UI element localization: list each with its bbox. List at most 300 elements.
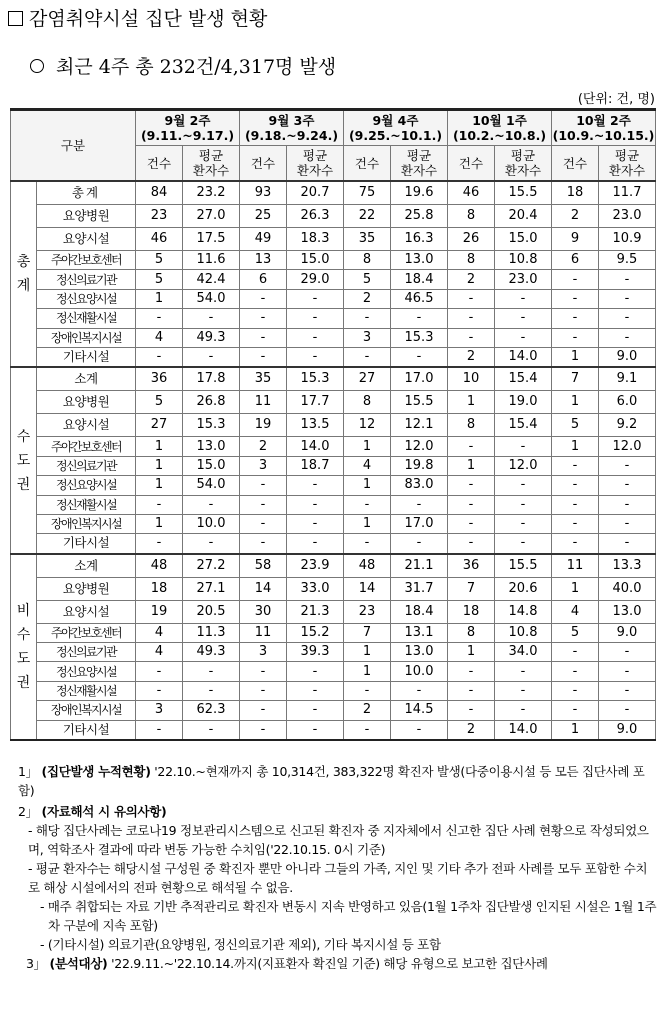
avg-patients-cell: 31.7 [391,577,448,600]
avg-patients-cell: 26.8 [183,391,240,414]
table-row [11,662,656,681]
week-label: 9월 3주 [268,113,315,128]
region-label-char: 도 [16,452,31,469]
count-cell: 1 [136,289,183,308]
count-cell: 1 [136,437,183,456]
avg-patients-cell: 33.0 [287,577,344,600]
avg-patients-cell: 15.0 [183,456,240,475]
count-cell: - [552,495,599,514]
count-cell: 49 [240,228,287,251]
table-row [11,328,656,347]
avg-patients-cell: 13.1 [391,623,448,642]
facility-type-label: 요양병원 [37,391,136,414]
avg-patients-cell: 62.3 [183,701,240,720]
facility-type-label: 정신의료기관 [37,643,136,662]
count-cell: 30 [240,600,287,623]
avg-patients-cell: - [495,289,552,308]
week-header [448,110,552,146]
avg-patients-cell: - [599,309,656,328]
count-cell: - [552,456,599,475]
avg-patients-cell: - [287,720,344,740]
avg-patients-cell: 16.3 [391,228,448,251]
facility-type-label: 기타시설 [37,720,136,740]
avg-patients-cell: - [495,476,552,495]
avg-patients-cell: - [599,476,656,495]
avg-patients-cell: 9.5 [599,251,656,270]
avg-patients-cell: 18.4 [391,600,448,623]
count-cell: - [448,476,495,495]
avg-patients-cell: 12.1 [391,414,448,437]
count-cell: - [552,662,599,681]
week-range: (9.11.~9.17.) [140,128,235,143]
count-cell: 19 [136,600,183,623]
count-cell: - [240,534,287,554]
facility-type-label: 정신요양시설 [37,476,136,495]
avg-patients-cell: 23.0 [599,205,656,228]
facility-type-label: 장애인복지시설 [37,328,136,347]
table-row [11,600,656,623]
unit-label: (단위: 건, 명) [577,92,655,107]
avg-patients-cell: - [495,514,552,533]
avg-label: 평균 [198,148,224,163]
avg-patients-cell: 23.9 [287,554,344,578]
count-cell: - [448,495,495,514]
facility-type-label: 정신요양시설 [37,662,136,681]
count-cell: 14 [240,577,287,600]
region-group [11,367,656,553]
avg-patients-cell: 46.5 [391,289,448,308]
count-cell: - [448,701,495,720]
avg-patients-cell: - [391,720,448,740]
week-range: (9.25.~10.1.) [348,128,443,143]
table-row [11,309,656,328]
avg-patients-cell: 12.0 [495,456,552,475]
week-range: (10.9.~10.15.) [552,128,655,143]
table-row [11,577,656,600]
week-label: 9월 2주 [164,113,211,128]
avg-patients-cell: - [287,347,344,367]
count-cell: - [552,681,599,700]
facility-type-label: 요양시설 [37,414,136,437]
footnote-text: '22.10.~현재까지 총 10,314건, 383,322명 확진자 발생(다중이용시설 등 모든 집단사례 포함) [18,764,645,798]
week-header [136,110,240,146]
avg-patients-cell: 15.2 [287,623,344,642]
table-row [11,623,656,642]
count-header: 건수 [136,146,183,182]
count-cell: - [136,720,183,740]
avg-patients-cell: 12.0 [599,437,656,456]
footnote-2-bullet: - 해당 집단사례는 코로나19 정보관리시스템으로 신고된 확진자 중 지자체에서 신고한 집단 사례 현황으로 작성되었으며, 역학조사 결과에 따라 변동 가능한 수치임('22.10.15. 0시 기준) [28,823,649,857]
avg-patients-cell: 21.3 [287,600,344,623]
avg-patients-cell: 9.2 [599,414,656,437]
count-cell: 1 [552,720,599,740]
avg-patients-cell: 13.0 [183,437,240,456]
count-cell: 1 [448,391,495,414]
facility-type-label: 요양시설 [37,600,136,623]
count-cell: 2 [240,437,287,456]
avg-patients-cell: 10.8 [495,623,552,642]
count-cell: - [552,476,599,495]
avg-patients-cell: 20.7 [287,181,344,205]
week-header [344,110,448,146]
footnote-heading: (집단발생 누적현황) [41,764,151,779]
table-row [11,414,656,437]
avg-patients-cell: 15.4 [495,414,552,437]
count-cell: 10 [448,367,495,391]
region-label [11,554,37,740]
count-cell: - [136,681,183,700]
avg-patients-header [287,146,344,182]
avg-patients-cell: 23.2 [183,181,240,205]
count-cell: 6 [240,270,287,289]
count-cell: 14 [344,577,391,600]
avg-patients-cell: 83.0 [391,476,448,495]
count-cell: 3 [136,701,183,720]
cluster-outbreak-table [10,108,656,741]
avg-patients-cell: 19.8 [391,456,448,475]
table-row [11,251,656,270]
count-cell: 35 [344,228,391,251]
avg-patients-cell: 25.8 [391,205,448,228]
count-cell: 48 [136,554,183,578]
footnote-2 [18,802,658,821]
footnote-2-bullet: - 매주 취합되는 자료 기반 추적관리로 확진자 변동시 지속 반영하고 있음(1월 1주차 집단발생 인지된 시설은 1월 1주차 구분에 지속 포함) [40,899,657,933]
avg-patients-cell: 34.0 [495,643,552,662]
avg-patients-cell: - [599,270,656,289]
count-cell: 75 [344,181,391,205]
facility-type-label: 정신의료기관 [37,270,136,289]
count-cell: 9 [552,228,599,251]
table-row [11,514,656,533]
avg-patients-cell: - [287,681,344,700]
avg-patients-cell: - [287,289,344,308]
count-cell: 1 [552,437,599,456]
avg-label: 평균 [406,148,432,163]
count-cell: 18 [136,577,183,600]
count-cell: 3 [344,328,391,347]
table-row [11,681,656,700]
avg-patients-cell: - [495,328,552,347]
avg-patients-cell: 19.0 [495,391,552,414]
count-cell: - [240,720,287,740]
count-cell: - [448,662,495,681]
count-cell: - [448,681,495,700]
avg-patients-cell: - [183,495,240,514]
facility-type-label: 주야간보호센터 [37,251,136,270]
avg-patients-cell: 54.0 [183,476,240,495]
avg-patients-cell: - [495,437,552,456]
region-label-char: 계 [16,278,31,295]
patients-label: 환자수 [296,163,334,178]
count-cell: 2 [448,347,495,367]
count-cell: 5 [136,251,183,270]
facility-type-label: 장애인복지시설 [37,701,136,720]
avg-patients-cell: - [495,701,552,720]
count-cell: 46 [136,228,183,251]
avg-patients-header [495,146,552,182]
summary-text: 최근 4주 총 232건/4,317명 발생 [56,56,337,78]
avg-patients-cell: 11.6 [183,251,240,270]
count-cell: 2 [344,289,391,308]
avg-patients-cell: 18.7 [287,456,344,475]
count-cell: 35 [240,367,287,391]
avg-patients-cell: 14.0 [495,720,552,740]
week-label: 10월 2주 [576,113,631,128]
count-cell: 5 [552,414,599,437]
count-cell: - [448,437,495,456]
facility-type-label: 요양시설 [37,228,136,251]
avg-patients-cell: 15.0 [287,251,344,270]
avg-patients-header [391,146,448,182]
count-cell: 1 [448,456,495,475]
avg-patients-cell: 9.0 [599,347,656,367]
count-header: 건수 [240,146,287,182]
avg-label: 평균 [302,148,328,163]
summary-line [30,52,336,79]
avg-patients-cell: - [599,681,656,700]
count-cell: - [136,495,183,514]
facility-type-label: 주야간보호센터 [37,623,136,642]
count-cell: - [344,347,391,367]
region-label-char: 도 [16,650,31,667]
avg-patients-cell: - [183,681,240,700]
count-cell: 12 [344,414,391,437]
count-cell: 18 [552,181,599,205]
table-row [11,270,656,289]
count-cell: 2 [448,270,495,289]
count-cell: 11 [552,554,599,578]
avg-patients-cell: 27.0 [183,205,240,228]
avg-patients-cell: - [391,347,448,367]
count-cell: 1 [136,476,183,495]
avg-patients-header [183,146,240,182]
region-label [11,181,37,367]
count-cell: - [552,514,599,533]
avg-patients-cell: 40.0 [599,577,656,600]
avg-patients-cell: 17.0 [391,514,448,533]
facility-type-label: 정신재활시설 [37,309,136,328]
avg-patients-cell: 15.0 [495,228,552,251]
count-cell: 84 [136,181,183,205]
footnote-number: 3」 [26,956,46,971]
region-label-char: 수 [16,428,31,445]
count-cell: 27 [344,367,391,391]
footnote-number: 2」 [18,804,38,819]
avg-label: 평균 [614,148,640,163]
avg-patients-cell: - [599,662,656,681]
footnote-2-bullet: - 평균 환자수는 해당시설 구성원 중 확진자 뿐만 아니라 그들의 가족, 지인 및 기타 추가 전파 사례를 모두 포함한 수치로 해상 시설에서의 전파 현황으로 해석될 수 없음. [28,861,648,895]
avg-patients-cell: - [599,534,656,554]
avg-patients-cell: - [287,701,344,720]
region-label-char: 권 [16,674,31,691]
avg-patients-cell: 11.7 [599,181,656,205]
count-cell: 1 [448,643,495,662]
table-row [11,495,656,514]
facility-type-label: 요양병원 [37,205,136,228]
count-cell: - [136,662,183,681]
avg-patients-cell: 17.0 [391,367,448,391]
avg-patients-cell: - [599,514,656,533]
table-row [11,205,656,228]
facility-type-label: 정신의료기관 [37,456,136,475]
count-cell: 1 [344,437,391,456]
table-row [11,720,656,740]
region-label-char: 수 [16,626,31,643]
count-cell: 23 [344,600,391,623]
facility-type-label: 요양병원 [37,577,136,600]
avg-patients-cell: 14.0 [495,347,552,367]
avg-patients-cell: 27.1 [183,577,240,600]
header-row-weeks [11,110,656,146]
table-row [11,534,656,554]
avg-patients-cell: 9.1 [599,367,656,391]
count-cell: 6 [552,251,599,270]
avg-patients-cell: 21.1 [391,554,448,578]
count-cell: 4 [136,328,183,347]
avg-patients-cell: 18.4 [391,270,448,289]
avg-patients-cell: 15.5 [495,554,552,578]
count-cell: - [344,681,391,700]
count-cell: - [240,701,287,720]
count-cell: 23 [136,205,183,228]
footnote-1 [18,762,658,800]
count-cell: 5 [344,270,391,289]
avg-patients-cell: 23.0 [495,270,552,289]
avg-patients-cell: 15.4 [495,367,552,391]
avg-patients-cell: 10.0 [391,662,448,681]
count-cell: - [344,534,391,554]
count-cell: - [240,662,287,681]
facility-type-label: 기타시설 [37,534,136,554]
count-cell: - [552,534,599,554]
count-cell: 3 [240,456,287,475]
avg-patients-cell: 14.5 [391,701,448,720]
count-cell: - [344,495,391,514]
count-cell: 25 [240,205,287,228]
count-cell: 1 [552,391,599,414]
count-cell: 58 [240,554,287,578]
avg-patients-cell: - [599,643,656,662]
avg-patients-cell: 15.5 [391,391,448,414]
count-cell: - [240,514,287,533]
table-row [11,554,656,578]
count-cell: 1 [552,347,599,367]
avg-patients-cell: 39.3 [287,643,344,662]
avg-patients-cell: - [287,662,344,681]
count-cell: - [136,309,183,328]
week-header [240,110,344,146]
avg-patients-cell: 13.0 [599,600,656,623]
count-cell: 4 [136,623,183,642]
avg-patients-cell: - [599,289,656,308]
footnote-heading: (자료해석 시 유의사항) [41,804,167,819]
table-row [11,181,656,205]
avg-patients-cell: - [287,534,344,554]
facility-type-label: 기타시설 [37,347,136,367]
table-row [11,643,656,662]
count-cell: 4 [136,643,183,662]
table-row [11,456,656,475]
avg-patients-header [599,146,656,182]
count-cell: 2 [448,720,495,740]
table-row [11,367,656,391]
avg-patients-cell: 10.8 [495,251,552,270]
count-cell: - [552,309,599,328]
avg-patients-cell: - [287,328,344,347]
count-cell: 11 [240,391,287,414]
count-cell: - [240,495,287,514]
count-cell: - [552,643,599,662]
avg-patients-cell: - [391,534,448,554]
patients-label: 환자수 [192,163,230,178]
facility-type-label: 소계 [37,367,136,391]
avg-patients-cell: 12.0 [391,437,448,456]
count-cell: 8 [448,251,495,270]
avg-patients-cell: - [183,662,240,681]
week-label: 9월 4주 [372,113,419,128]
avg-patients-cell: 26.3 [287,205,344,228]
avg-patients-cell: - [183,309,240,328]
count-cell: 4 [552,600,599,623]
count-cell: - [240,347,287,367]
avg-patients-cell: 17.7 [287,391,344,414]
avg-patients-cell: 20.4 [495,205,552,228]
count-cell: 1 [344,514,391,533]
footnote-number: 1」 [18,764,38,779]
count-cell: 4 [344,456,391,475]
count-cell: - [552,270,599,289]
count-cell: 5 [552,623,599,642]
checkbox-square-icon [8,11,23,26]
region-label [11,367,37,553]
avg-patients-cell: - [495,495,552,514]
table-row [11,437,656,456]
count-header: 건수 [552,146,599,182]
footnote-3 [18,954,658,973]
week-label: 10월 1주 [472,113,527,128]
page-title [8,4,267,31]
avg-patients-cell: - [495,534,552,554]
avg-patients-cell: 13.5 [287,414,344,437]
count-cell: 8 [344,391,391,414]
count-cell: - [240,681,287,700]
facility-type-label: 주야간보호센터 [37,437,136,456]
facility-type-label: 장애인복지시설 [37,514,136,533]
region-label-char: 비 [16,602,31,619]
avg-label: 평균 [510,148,536,163]
week-range: (9.18.~9.24.) [244,128,339,143]
patients-label: 환자수 [608,163,646,178]
region-label-char: 권 [16,476,31,493]
table-row [11,391,656,414]
avg-patients-cell: - [599,701,656,720]
footnotes [18,762,658,973]
avg-patients-cell: 15.3 [287,367,344,391]
count-cell: 8 [448,414,495,437]
facility-type-label: 정신요양시설 [37,289,136,308]
facility-type-label: 정신재활시설 [37,495,136,514]
count-cell: 5 [136,270,183,289]
gubun-header: 구분 [11,110,136,182]
count-cell: 7 [344,623,391,642]
count-cell: - [448,328,495,347]
table-row [11,228,656,251]
count-cell: 1 [344,643,391,662]
count-header: 건수 [344,146,391,182]
week-header [552,110,656,146]
count-cell: 1 [344,662,391,681]
avg-patients-cell: - [391,309,448,328]
